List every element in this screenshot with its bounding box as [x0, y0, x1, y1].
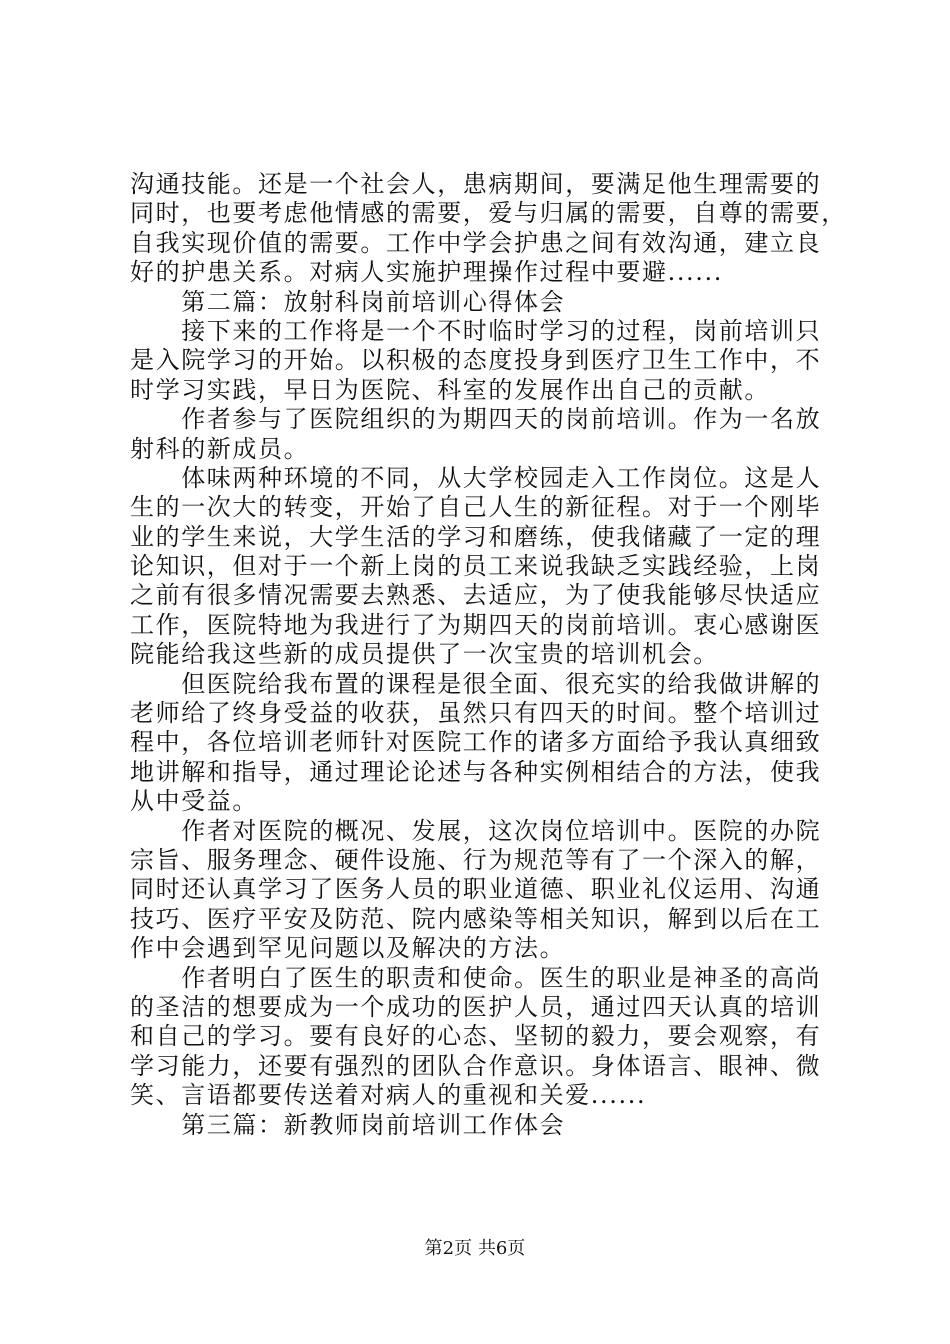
text-line: 是入院学习的开始。以积极的态度投身到医疗卫生工作中，不 [130, 346, 822, 375]
text-line: 作者参与了医院组织的为期四天的岗前培训。作为一名放 [130, 405, 822, 434]
text-line: 作者对医院的概况、发展，这次岗位培训中。医院的办院 [130, 816, 822, 845]
text-line: 时学习实践，早日为医院、科室的发展作出自己的贡献。 [130, 375, 770, 404]
text-line: 的圣洁的想要成为一个成功的医护人员，通过四天认真的培训 [130, 992, 822, 1021]
text-line: 程中，各位培训老师针对医院工作的诸多方面给予我认真细致 [130, 728, 822, 757]
text-line: 技巧、医疗平安及防范、院内感染等相关知识，解到以后在工 [130, 904, 822, 933]
text-line: 作者明白了医生的职责和使命。医生的职业是神圣的高尚 [130, 963, 822, 992]
text-line: 和自己的学习。要有良好的心态、坚韧的毅力，要会观察，有 [130, 1022, 822, 1051]
text-line: 业的学生来说，大学生活的学习和磨练，使我储藏了一定的理 [130, 522, 822, 551]
text-line: 自我实现价值的需要。工作中学会护患之间有效沟通，建立良 [130, 228, 822, 257]
text-line: 射科的新成员。 [130, 434, 310, 463]
text-line: 学习能力，还要有强烈的团队合作意识。身体语言、眼神、微 [130, 1051, 822, 1080]
text-line: 同时，也要考虑他情感的需要，爱与归属的需要，自尊的需要， [130, 199, 847, 228]
text-line: 笑、言语都要传送着对病人的重视和关爱...... [130, 1081, 647, 1110]
page-footer: 第2页 共6页 [424, 1238, 526, 1259]
text-line: 从中受益。 [130, 787, 258, 816]
text-line: 沟通技能。还是一个社会人，患病期间，要满足他生理需要的 [130, 170, 822, 198]
text-line: 论知识，但对于一个新上岗的员工来说我缺乏实践经验，上岗 [130, 552, 822, 581]
text-line: 工作，医院特地为我进行了为期四天的岗前培训。衷心感谢医 [130, 610, 822, 639]
text-line: 体味两种环境的不同，从大学校园走入工作岗位。这是人 [130, 463, 822, 492]
text-line: 同时还认真学习了医务人员的职业道德、职业礼仪运用、沟通 [130, 875, 822, 904]
text-line: 第三篇：新教师岗前培训工作体会 [130, 1110, 566, 1139]
text-line: 老师给了终身受益的收获，虽然只有四天的时间。整个培训过 [130, 699, 822, 728]
body-text [130, 170, 847, 1140]
text-line: 好的护患关系。对病人实施护理操作过程中要避...... [130, 258, 723, 287]
text-line: 之前有很多情况需要去熟悉、去适应，为了使我能够尽快适应 [130, 581, 822, 610]
text-line: 生的一次大的转变，开始了自己人生的新征程。对于一个刚毕 [130, 493, 822, 522]
text-line: 第二篇：放射科岗前培训心得体会 [130, 287, 566, 316]
text-line: 接下来的工作将是一个不时临时学习的过程，岗前培训只 [130, 316, 822, 345]
text-line: 作中会遇到罕见问题以及解决的方法。 [130, 934, 566, 963]
text-line: 但医院给我布置的课程是很全面、很充实的给我做讲解的 [130, 669, 822, 698]
text-line: 地讲解和指导，通过理论论述与各种实例相结合的方法，使我 [130, 757, 822, 786]
text-line: 宗旨、服务理念、硬件设施、行为规范等有了一个深入的解， [130, 845, 822, 874]
text-line: 院能给我这些新的成员提供了一次宝贵的培训机会。 [130, 640, 719, 669]
